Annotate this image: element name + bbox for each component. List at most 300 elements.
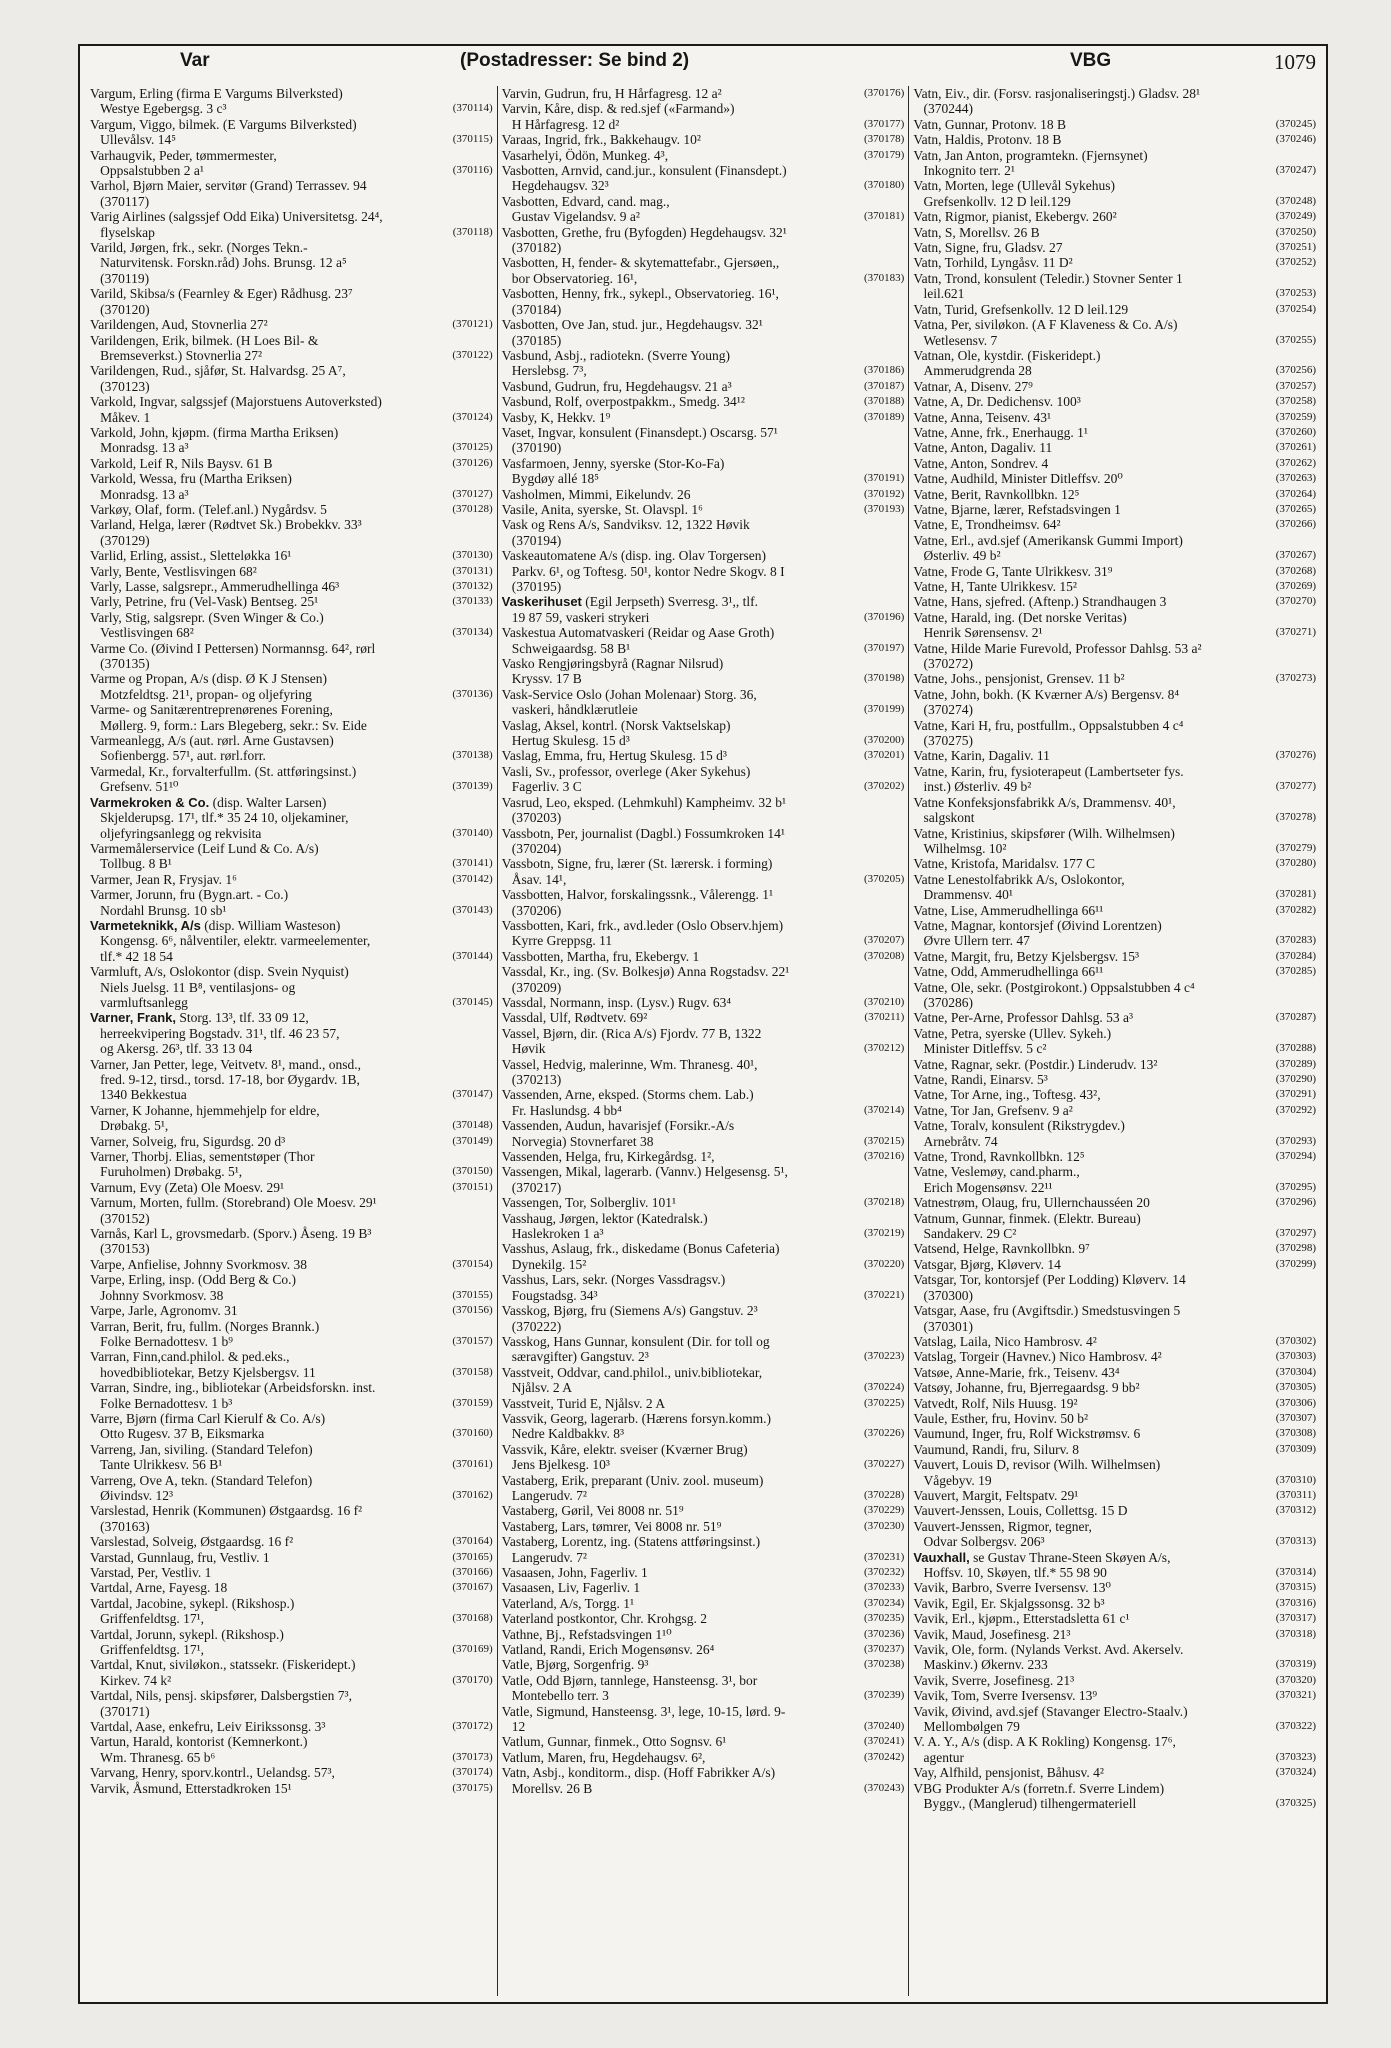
directory-line (90, 1072, 493, 1087)
directory-line (90, 1288, 493, 1303)
entry-text: Parkv. 6¹, og Toftesg. 50¹, kontor Nedre Skogv. 8 I (501, 563, 785, 579)
directory-line (502, 1303, 905, 1318)
entry-text: Sandakerv. 29 C² (913, 1226, 1017, 1242)
directory-line (913, 1396, 1316, 1411)
directory-line (913, 1611, 1316, 1626)
entry-number: (370167) (452, 1581, 493, 1594)
directory-line (90, 764, 493, 779)
directory-line (90, 456, 493, 471)
header-left: Var (180, 50, 210, 71)
directory-line (90, 394, 493, 409)
entry-number: (370133) (452, 595, 493, 608)
directory-line (90, 1534, 493, 1549)
entry-number: (370239) (864, 1689, 905, 1702)
entry-number: (370177) (864, 117, 905, 130)
directory-line (502, 1488, 905, 1503)
directory-line (913, 1704, 1316, 1719)
entry-text: Varmluft, A/s, Oslokontor (disp. Svein Nyquist) (90, 964, 349, 980)
entry-text: Skjelderupsg. 17¹, tlf.* 35 24 10, oljekaminer, (90, 810, 349, 826)
entry-text: (370120) (90, 301, 150, 317)
entry-text: (370203) (501, 810, 562, 826)
directory-line (90, 1241, 493, 1256)
entry-text: (370195) (501, 579, 562, 594)
entry-text: Vatn, Torhild, Lyngåsv. 11 D² (913, 255, 1073, 271)
directory-line (502, 1103, 905, 1118)
entry-text: Vatne, Margit, fru, Betzy Kjelsbergsv. 15³ (913, 948, 1140, 964)
entry-number: (370240) (864, 1720, 905, 1733)
directory-line (90, 1488, 493, 1503)
directory-line (502, 779, 905, 794)
entry-text: flyselskap (90, 224, 155, 240)
entry-text: Vavik, Øivind, avd.sjef (Stavanger Electro-Staalv.) (913, 1703, 1188, 1719)
directory-line (913, 1627, 1316, 1642)
entry-text: (370204) (501, 840, 562, 856)
directory-line (502, 718, 905, 733)
directory-line (90, 317, 493, 332)
directory-line (90, 687, 493, 702)
directory-line (502, 933, 905, 948)
entry-text: Vavik, Tom, Sverre Iversensv. 13⁹ (913, 1688, 1098, 1704)
entry-text: Vatsøy, Johanne, fru, Bjerregaardsg. 9 bb² (913, 1380, 1140, 1396)
directory-line (90, 980, 493, 995)
directory-line (502, 302, 905, 317)
entry-text: Langerudv. 7² (501, 1487, 587, 1503)
entry-number: (370283) (1275, 934, 1317, 947)
entry-number: (370127) (452, 487, 493, 500)
directory-line (90, 194, 493, 209)
directory-line (913, 1519, 1316, 1534)
entry-number: (370299) (1275, 1257, 1317, 1270)
directory-line (913, 117, 1316, 132)
header-center: (Postadresser: Se bind 2) (460, 50, 690, 71)
entry-number: (370266) (1275, 518, 1317, 531)
directory-columns (86, 86, 1320, 1996)
entry-text: og Akersg. 26³, tlf. 33 13 04 (90, 1041, 253, 1057)
directory-line (502, 1272, 905, 1287)
entry-number: (370164) (452, 1535, 493, 1548)
entry-text: Dynekilg. 15² (501, 1256, 587, 1272)
entry-text: Vasstveit, Turid E, Njålsv. 2 A (501, 1395, 666, 1411)
entry-number: (370228) (864, 1488, 905, 1501)
entry-number: (370181) (864, 210, 905, 223)
directory-line (913, 748, 1316, 763)
entry-text: Vatle, Odd Bjørn, tannlege, Hansteensg. 3¹, bor (501, 1672, 758, 1688)
directory-line (913, 379, 1316, 394)
directory-line (913, 317, 1316, 332)
directory-line (913, 1473, 1316, 1488)
directory-line (913, 872, 1316, 887)
directory-line (502, 1041, 905, 1056)
entry-text: (370209) (501, 979, 562, 995)
entry-number: (370149) (452, 1134, 493, 1147)
entry-text: Vaule, Esther, fru, Hovinv. 50 b² (913, 1410, 1089, 1426)
directory-line (90, 1765, 493, 1780)
directory-line (913, 1503, 1316, 1518)
entry-number: (370248) (1275, 194, 1317, 207)
entry-text: Vartdal, Knut, siviløkon., statssekr. (Fiskeridept.) (90, 1657, 356, 1673)
directory-line (502, 733, 905, 748)
entry-number: (370243) (864, 1781, 905, 1794)
entry-number: (370225) (864, 1396, 905, 1409)
directory-line (502, 980, 905, 995)
entry-text: Griffenfeldtsg. 17¹, (90, 1642, 205, 1658)
entry-number: (370219) (864, 1227, 905, 1240)
directory-line (913, 302, 1316, 317)
entry-number: (370281) (1275, 888, 1317, 901)
entry-text: Vatne, Erl., avd.sjef (Amerikansk Gummi Import) (913, 532, 1183, 548)
directory-line (502, 1534, 905, 1549)
directory-line (502, 687, 905, 702)
entry-number: (370201) (864, 749, 905, 762)
entry-text: Varmedal, Kr., forvalterfullm. (St. attføringsinst.) (90, 763, 357, 779)
directory-line (913, 333, 1316, 348)
entry-text: Vatne, A, Dr. Dedichensv. 100³ (913, 394, 1081, 410)
entry-text: Vasrud, Leo, eksped. (Lehmkuhl) Kampheimv. 32 b¹ (501, 794, 787, 810)
directory-line (913, 1349, 1316, 1364)
entry-number: (370193) (864, 502, 905, 515)
entry-text: Johnny Svorkmosv. 38 (90, 1287, 224, 1303)
directory-line (502, 240, 905, 255)
entry-text: Vatne, Odd, Ammerudhellinga 66¹¹ (913, 964, 1104, 980)
entry-number: (370198) (864, 672, 905, 685)
entry-text: Vasholmen, Mimmi, Eikelundv. 26 (501, 486, 691, 502)
entry-text: Vargum, Viggo, bilmek. (E Vargums Bilverksted) (90, 116, 357, 132)
directory-line (913, 1195, 1316, 1210)
entry-number: (370279) (1275, 841, 1317, 854)
entry-number: (370324) (1275, 1766, 1317, 1779)
directory-line (913, 1734, 1316, 1749)
entry-text: Vartdal, Jorunn, sykepl. (Rikshosp.) (90, 1626, 284, 1642)
entry-text: Westye Egebergsg. 3 c³ (90, 101, 227, 117)
entry-number: (370128) (452, 502, 493, 515)
entry-number: (370263) (1275, 472, 1317, 485)
entry-number: (370313) (1275, 1535, 1317, 1548)
entry-text: Jens Bjelkesg. 10³ (501, 1457, 610, 1473)
entry-number: (370173) (452, 1750, 493, 1763)
directory-line (913, 1303, 1316, 1318)
directory-line (90, 1118, 493, 1133)
entry-text: Vavik, Sverre, Josefinesg. 21³ (913, 1672, 1075, 1688)
directory-line (502, 1257, 905, 1272)
directory-line (913, 1426, 1316, 1441)
entry-number: (370147) (452, 1088, 493, 1101)
directory-line (502, 1642, 905, 1657)
entry-text: Varildengen, Erik, bilmek. (H Loes Bil- & (90, 332, 319, 348)
directory-line (502, 1072, 905, 1087)
page-number: 1079 (1274, 50, 1316, 74)
entry-text: Vatne, Randi, Einarsv. 5³ (913, 1072, 1048, 1087)
entry-number: (370295) (1275, 1180, 1317, 1193)
entry-text: Vavik, Erl., kjøpm., Etterstadsletta 61 c¹ (913, 1611, 1130, 1627)
directory-line (502, 1442, 905, 1457)
entry-text: Vatne, Bjarne, lærer, Refstadsvingen 1 (913, 501, 1121, 517)
directory-line (90, 1411, 493, 1426)
entry-text: Vatne, Ragnar, sekr. (Postdir.) Linderudv. 13² (913, 1056, 1158, 1072)
directory-line (502, 440, 905, 455)
entry-number: (370322) (1275, 1720, 1317, 1733)
entry-text: Vatne, Frode G, Tante Ulrikkesv. 31⁹ (913, 563, 1113, 579)
directory-line (90, 487, 493, 502)
entry-text: Vatne, Tor Arne, ing., Toftesg. 43², (913, 1087, 1101, 1103)
directory-line (913, 1550, 1316, 1565)
entry-text: Vasarhelyi, Ödön, Munkeg. 4³, (501, 147, 669, 163)
entry-text: Montebello terr. 3 (501, 1688, 609, 1704)
directory-line (90, 1380, 493, 1395)
entry-text: Vasshus, Aslaug, frk., diskedame (Bonus Cafeteria) (501, 1241, 780, 1257)
entry-text: Vasby, K, Hekkv. 1⁹ (501, 409, 611, 425)
directory-line (913, 533, 1316, 548)
entry-text: Vatne, Trond, Ravnkollbkn. 12⁵ (913, 1149, 1085, 1165)
entry-number: (370280) (1275, 857, 1317, 870)
directory-line (502, 594, 905, 609)
directory-line (502, 333, 905, 348)
directory-line (502, 702, 905, 717)
entry-number: (370230) (864, 1519, 905, 1532)
entry-number: (370159) (452, 1396, 493, 1409)
directory-line (502, 1026, 905, 1041)
directory-line (502, 1550, 905, 1565)
directory-line (90, 1719, 493, 1734)
entry-text: (370182) (501, 240, 562, 256)
directory-line (90, 995, 493, 1010)
entry-text: Vatle, Bjørg, Sorgenfrig. 9³ (501, 1657, 649, 1673)
column-1 (86, 86, 497, 1996)
entry-text: Varmer, Jorunn, fru (Bygn.art. - Co.) (90, 887, 289, 903)
entry-number: (370176) (864, 87, 905, 99)
entry-text: Varpe, Anfielise, Johnny Svorkmosv. 38 (90, 1256, 307, 1272)
directory-line (90, 1180, 493, 1195)
directory-line (913, 225, 1316, 240)
directory-line (913, 841, 1316, 856)
directory-line (502, 1611, 905, 1626)
directory-line (502, 1565, 905, 1580)
entry-text: Vargum, Erling (firma E Vargums Bilverksted) (90, 86, 343, 101)
entry-text: Bremseverkst.) Stovnerlia 27² (90, 347, 263, 363)
entry-number: (370252) (1275, 256, 1317, 269)
entry-number: (370155) (452, 1288, 493, 1301)
entry-number: (370161) (452, 1458, 493, 1471)
directory-line (913, 1411, 1316, 1426)
entry-number: (370235) (864, 1612, 905, 1625)
directory-line (913, 718, 1316, 733)
directory-line (502, 995, 905, 1010)
entry-text: Tollbug. 8 B¹ (90, 856, 172, 872)
entry-text: Vatne, Lise, Ammerudhellinga 66¹¹ (913, 902, 1104, 918)
entry-text: Varme og Propan, A/s (disp. Ø K J Stensen) (90, 671, 327, 687)
entry-text: Vaterland postkontor, Chr. Krohgsg. 2 (501, 1611, 707, 1627)
entry-text: Mellombølgen 79 (913, 1719, 1020, 1735)
entry-number: (370212) (864, 1042, 905, 1055)
directory-line (90, 1164, 493, 1179)
entry-number: (370238) (864, 1658, 905, 1671)
entry-text: Vassvik, Georg, lagerarb. (Hærens forsyn.komm.) (501, 1410, 771, 1426)
entry-text: Maskinv.) Økernv. 233 (913, 1657, 1048, 1673)
entry-text: Wilhelmsg. 10² (913, 840, 1007, 856)
entry-text: Varig Airlines (salgssjef Odd Eika) Universitetsg. 24⁴, (90, 209, 383, 225)
directory-line (913, 194, 1316, 209)
entry-number: (370208) (864, 949, 905, 962)
entry-text: Vatnum, Gunnar, finmek. (Elektr. Bureau) (913, 1210, 1141, 1226)
directory-line (502, 1750, 905, 1765)
directory-line (913, 564, 1316, 579)
directory-line (913, 1180, 1316, 1195)
entry-text: Norvegia) Stovnerfaret 38 (501, 1133, 654, 1149)
entry-number: (370118) (452, 225, 493, 238)
directory-line (913, 933, 1316, 948)
entry-text: Vassbotten, Halvor, forskalingssnk., Vålerengg. 1¹ (501, 887, 774, 903)
directory-line (90, 964, 493, 979)
directory-line (502, 641, 905, 656)
entry-text: Vartdal, Nils, pensj. skipsfører, Dalsbergstien 7³, (90, 1688, 352, 1704)
entry-text: Nedre Kaldbakkv. 8³ (501, 1426, 625, 1442)
directory-line (502, 194, 905, 209)
directory-line (502, 964, 905, 979)
directory-line (913, 1596, 1316, 1611)
directory-line (913, 1241, 1316, 1256)
directory-line (502, 271, 905, 286)
entry-text: Varreng, Ove A, tekn. (Standard Telefon) (90, 1472, 313, 1488)
directory-line (913, 826, 1316, 841)
directory-line (502, 502, 905, 517)
directory-line (90, 502, 493, 517)
directory-line (90, 949, 493, 964)
entry-number: (370216) (864, 1150, 905, 1163)
entry-number: (370237) (864, 1643, 905, 1656)
entry-text: Vartun, Harald, kontorist (Kemnerkont.) (90, 1734, 308, 1750)
directory-line (502, 903, 905, 918)
directory-line (913, 795, 1316, 810)
entry-number: (370233) (864, 1581, 905, 1594)
entry-text: Vask-Service Oslo (Johan Molenaar) Storg. 36, (501, 686, 757, 702)
entry-text: Vassbotn, Per, journalist (Dagbl.) Fossumkroken 14¹ (501, 825, 785, 841)
entry-text: Varner, K Johanne, hjemmehjelp for eldre, (90, 1102, 320, 1118)
directory-line (913, 1072, 1316, 1087)
entry-text: 12 (501, 1719, 526, 1735)
entry-text: Vassdal, Normann, insp. (Lysv.) Rugv. 63⁴ (501, 994, 732, 1010)
directory-line (913, 1319, 1316, 1334)
entry-text: Vassbotten, Kari, frk., avd.leder (Oslo Observ.hjem) (501, 917, 784, 933)
directory-line (90, 117, 493, 132)
entry-number: (370172) (452, 1720, 493, 1733)
directory-line (913, 1765, 1316, 1780)
directory-line (90, 1349, 493, 1364)
entry-text: Varkold, John, kjøpm. (firma Martha Eriksen) (90, 424, 339, 440)
entry-number: (370257) (1275, 379, 1317, 392)
entry-number: (370261) (1275, 441, 1317, 454)
entry-text: Vaset, Ingvar, konsulent (Finansdept.) Oscarsg. 57¹ (501, 424, 778, 440)
entry-number: (370290) (1275, 1073, 1317, 1085)
entry-number: (370157) (452, 1334, 493, 1347)
entry-text: Varre, Bjørn (firma Carl Kierulf & Co. A/s) (90, 1410, 326, 1426)
directory-line (90, 255, 493, 270)
directory-line (90, 1426, 493, 1441)
directory-line (502, 1010, 905, 1025)
directory-line (913, 579, 1316, 594)
directory-line (502, 841, 905, 856)
entry-number: (370143) (452, 903, 493, 916)
entry-text: Motzfeldtsg. 21¹, propan- og oljefyring (90, 686, 312, 702)
entry-number: (370175) (452, 1781, 493, 1794)
directory-line (913, 1087, 1316, 1102)
directory-line (913, 1380, 1316, 1395)
entry-text: Grefsenkollv. 12 D leil.129 (913, 193, 1071, 209)
entry-number: (370148) (452, 1119, 493, 1132)
entry-text: Varly, Lasse, salgsrepr., Ammerudhellinga 46³ (90, 579, 340, 594)
entry-text: Vasile, Anita, syerske, St. Olavspl. 1⁶ (501, 501, 703, 517)
directory-line (90, 225, 493, 240)
entry-text: Monradsg. 13 a³ (90, 486, 189, 502)
entry-text: Fougstadsg. 34³ (501, 1287, 598, 1303)
directory-line (913, 502, 1316, 517)
directory-line (502, 1319, 905, 1334)
entry-number: (370256) (1275, 364, 1317, 377)
directory-line (913, 440, 1316, 455)
entry-text: Varpe, Erling, insp. (Odd Berg & Co.) (90, 1272, 296, 1288)
directory-line (913, 1149, 1316, 1164)
entry-number: (370187) (864, 379, 905, 392)
entry-number: (370126) (452, 456, 493, 469)
directory-line (90, 1503, 493, 1518)
entry-text: VBG Produkter A/s (forretn.f. Sverre Lindem) (913, 1780, 1165, 1796)
directory-line (502, 1657, 905, 1672)
directory-line (502, 363, 905, 378)
entry-number: (370249) (1275, 210, 1317, 223)
directory-line (502, 1349, 905, 1364)
directory-line (913, 1118, 1316, 1133)
entry-text: Drøbakg. 5¹, (90, 1118, 169, 1134)
directory-line (90, 1057, 493, 1072)
directory-line (913, 687, 1316, 702)
entry-text: Varhaugvik, Peder, tømmermester, (90, 147, 277, 163)
entry-number: (370207) (864, 934, 905, 947)
entry-number: (370178) (864, 133, 905, 146)
directory-line (90, 718, 493, 733)
directory-line (90, 1211, 493, 1226)
directory-line (502, 1719, 905, 1734)
entry-text: herreekvipering Bogstadv. 31¹, tlf. 46 23 57, (90, 1025, 340, 1041)
directory-line (502, 379, 905, 394)
directory-line (913, 764, 1316, 779)
entry-text: hovedbibliotekar, Betzy Kjelsbergsv. 11 (90, 1364, 316, 1380)
entry-number: (370314) (1275, 1566, 1317, 1578)
directory-line (502, 1149, 905, 1164)
entry-text: Vasko Rengjøringsbyrå (Ragnar Nilsrud) (501, 656, 724, 672)
directory-line (502, 1734, 905, 1749)
directory-line (502, 918, 905, 933)
entry-number: (370264) (1275, 487, 1317, 500)
entry-text: Vasbotten, Edvard, cand. mag., (501, 193, 670, 209)
entry-text: Vatlum, Maren, fru, Hegdehaugsv. 6², (501, 1749, 706, 1765)
entry-number: (370229) (864, 1504, 905, 1517)
entry-number: (370227) (864, 1458, 905, 1471)
directory-line (502, 795, 905, 810)
entry-text: Vasaasen, John, Fagerliv. 1 (501, 1565, 648, 1580)
directory-line (502, 1365, 905, 1380)
entry-number: (370242) (864, 1750, 905, 1763)
entry-number: (370258) (1275, 395, 1317, 408)
entry-text: Vauvert, Margit, Feltspatv. 29¹ (913, 1487, 1079, 1503)
entry-number: (370197) (864, 641, 905, 654)
directory-line (913, 949, 1316, 964)
entry-text: Vassengen, Tor, Solbergliv. 101¹ (501, 1195, 677, 1211)
entry-text: Vassdal, Ulf, Rødtvetv. 69² (501, 1010, 648, 1026)
entry-text: Vestlisvingen 68² (90, 625, 194, 641)
entry-text: Vatnestrøm, Olaug, fru, Ullernchausséen 20 (913, 1195, 1150, 1211)
directory-line (90, 733, 493, 748)
directory-line (913, 1226, 1316, 1241)
entry-number: (370325) (1275, 1797, 1317, 1810)
entry-number: (370125) (452, 441, 493, 454)
